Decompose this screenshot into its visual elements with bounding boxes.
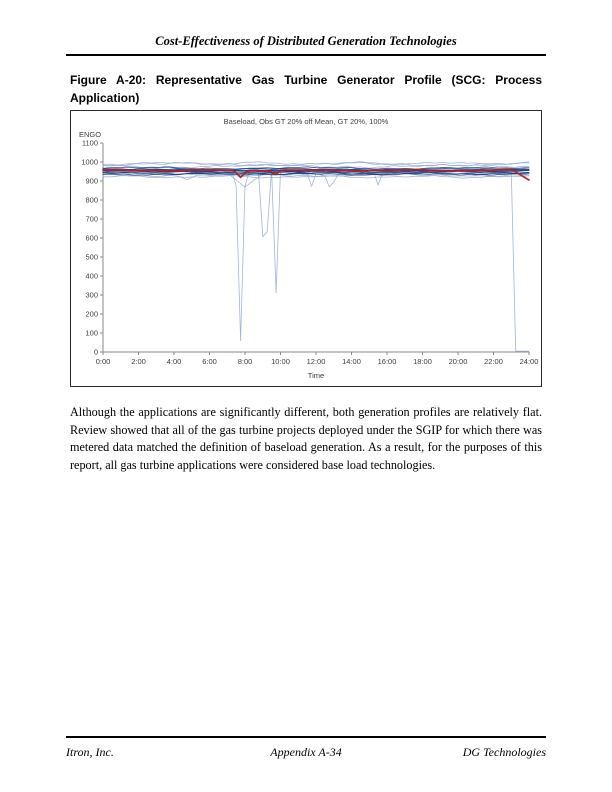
svg-text:22:00: 22:00 bbox=[484, 357, 503, 366]
profile-line bbox=[103, 170, 529, 351]
svg-text:8:00: 8:00 bbox=[237, 357, 253, 366]
svg-text:700: 700 bbox=[85, 214, 98, 224]
svg-text:14:00: 14:00 bbox=[342, 357, 361, 366]
chart-title: Baseload, Obs GT 20% off Mean, GT 20%, 100% bbox=[223, 117, 389, 126]
profile-series-lines bbox=[103, 162, 529, 351]
x-axis-ticks bbox=[96, 352, 539, 366]
running-header bbox=[66, 34, 546, 56]
profile-line bbox=[103, 169, 529, 237]
svg-text:4:00: 4:00 bbox=[166, 357, 182, 366]
svg-text:10:00: 10:00 bbox=[271, 357, 290, 366]
x-axis-label: Time bbox=[307, 371, 325, 380]
svg-text:18:00: 18:00 bbox=[413, 357, 432, 366]
svg-text:12:00: 12:00 bbox=[306, 357, 326, 366]
figure-title bbox=[70, 71, 542, 107]
svg-text:1100: 1100 bbox=[81, 138, 98, 148]
svg-text:0: 0 bbox=[93, 347, 98, 357]
svg-text:600: 600 bbox=[85, 233, 98, 243]
chart-figure bbox=[70, 110, 542, 387]
svg-text:24:00: 24:00 bbox=[519, 357, 539, 366]
y-axis-label: ENGO bbox=[79, 130, 102, 139]
body-paragraph: Although the applications are significantly different, both generation profiles are relatively flat. Review showed that all of the gas turbine projects deployed under the SGIP for which there was metered data matched the definition of baseload generation. As a result, for the purposes of this report, all gas turbine applications were considered base load technologies. bbox=[70, 405, 542, 472]
svg-text:0:00: 0:00 bbox=[95, 357, 111, 366]
footer-company: Itron, Inc. bbox=[66, 745, 114, 759]
svg-text:500: 500 bbox=[85, 252, 98, 262]
svg-text:300: 300 bbox=[85, 290, 98, 300]
footer-appendix: Appendix A-34 bbox=[270, 745, 342, 759]
footer-section: DG Technologies bbox=[462, 745, 546, 759]
svg-text:200: 200 bbox=[85, 309, 98, 319]
figure-title-line2: Application) bbox=[70, 91, 140, 105]
svg-text:16:00: 16:00 bbox=[377, 357, 397, 366]
running-header-title: Cost-Effectiveness of Distributed Generation Technologies bbox=[155, 34, 457, 48]
profile-line bbox=[103, 170, 529, 341]
figure-title-line1: Figure A-20: Representative Gas Turbine Generator Profile (SCG: Process bbox=[70, 73, 542, 87]
svg-text:100: 100 bbox=[85, 328, 98, 338]
profile-line bbox=[103, 168, 529, 293]
svg-text:400: 400 bbox=[85, 271, 98, 281]
svg-text:2:00: 2:00 bbox=[131, 357, 146, 366]
figure-frame bbox=[71, 111, 542, 387]
page-footer bbox=[66, 736, 546, 760]
generation-profile-chart bbox=[70, 110, 542, 387]
profile-line bbox=[103, 162, 529, 165]
y-axis-ticks bbox=[81, 139, 103, 357]
svg-text:800: 800 bbox=[85, 195, 98, 205]
svg-text:6:00: 6:00 bbox=[202, 357, 217, 366]
svg-text:900: 900 bbox=[85, 176, 98, 186]
svg-text:1000: 1000 bbox=[81, 157, 98, 167]
svg-text:20:00: 20:00 bbox=[448, 357, 468, 366]
